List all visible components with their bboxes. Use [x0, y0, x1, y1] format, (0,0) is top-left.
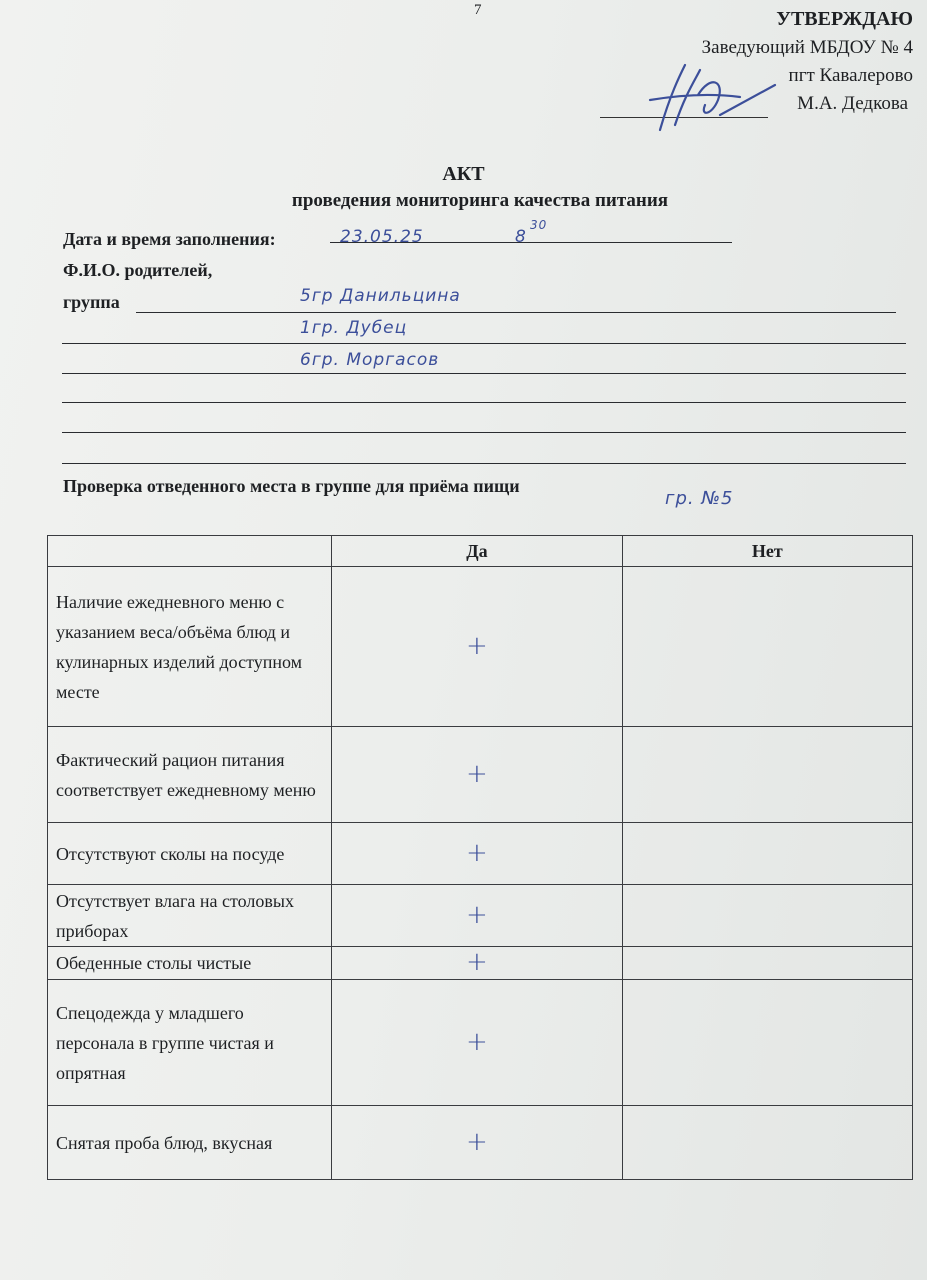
- header-criterion: [48, 536, 332, 567]
- yes-cell: [332, 727, 622, 823]
- parent-entry-2: 1гр. Дубец: [300, 318, 408, 338]
- checklist-table: [47, 535, 913, 1180]
- yes-mark: +: [466, 1126, 488, 1157]
- no-cell: [622, 885, 912, 947]
- signature-icon: [640, 55, 780, 145]
- entry-line-3: [62, 373, 906, 374]
- time-superscript: 30: [530, 218, 548, 232]
- entry-line-2: [62, 343, 906, 344]
- criterion-cell: Отсутствует влага на столовых приборах: [48, 885, 332, 947]
- table-row: [48, 1106, 913, 1180]
- document-subtitle: проведения мониторинга качества питания: [291, 190, 669, 211]
- approval-role: Заведующий МБДОУ № 4: [701, 37, 913, 58]
- criterion-cell: Отсутствуют сколы на посуде: [48, 823, 332, 885]
- approval-name: М.А. Дедкова: [797, 93, 908, 114]
- yes-mark: +: [466, 1026, 488, 1057]
- no-cell: [622, 980, 912, 1106]
- approval-title: УТВЕРЖДАЮ: [776, 8, 913, 30]
- no-cell: [622, 727, 912, 823]
- yes-mark: +: [466, 899, 488, 930]
- entry-line-1: [136, 312, 896, 313]
- yes-cell: [332, 947, 622, 980]
- criterion-cell: Спецодежда у младшего персонала в группе чистая и опрятная: [48, 980, 332, 1106]
- table-header-row: [48, 536, 913, 567]
- criterion-cell: Наличие ежедневного меню с указанием веса/объёма блюд и кулинарных изделий доступном месте: [48, 567, 332, 727]
- table-row: [48, 980, 913, 1106]
- yes-cell: [332, 980, 622, 1106]
- table-row: [48, 823, 913, 885]
- criterion-cell: Фактический рацион питания соответствует ежедневному меню: [48, 727, 332, 823]
- yes-mark: +: [466, 947, 488, 977]
- group-label: группа: [63, 292, 120, 312]
- time-value: 8: [515, 227, 527, 247]
- table-row: [48, 947, 913, 980]
- approval-place: пгт Кавалерово: [788, 65, 913, 86]
- datetime-value: 23.05.25: [340, 227, 424, 247]
- document-title: АКТ: [442, 163, 485, 185]
- header-no: Нет: [622, 536, 912, 567]
- section-note: гр. №5: [665, 488, 734, 509]
- parents-label: Ф.И.О. родителей,: [63, 260, 213, 280]
- no-cell: [622, 947, 912, 980]
- yes-cell: [332, 567, 622, 727]
- yes-cell: [332, 1106, 622, 1180]
- table-row: [48, 885, 913, 947]
- datetime-label: Дата и время заполнения:: [63, 229, 276, 249]
- entry-line-5: [62, 432, 906, 433]
- entry-line-6: [62, 463, 906, 464]
- parent-entry-1: 5гр Данильцина: [300, 286, 461, 306]
- header-yes: Да: [332, 536, 622, 567]
- yes-cell: [332, 823, 622, 885]
- entry-line-4: [62, 402, 906, 403]
- criterion-cell: Снятая проба блюд, вкусная: [48, 1106, 332, 1180]
- no-cell: [622, 567, 912, 727]
- criterion-cell: Обеденные столы чистые: [48, 947, 332, 980]
- yes-mark: +: [466, 630, 488, 661]
- section-title: Проверка отведенного места в группе для приёма пищи: [63, 476, 520, 496]
- page-number: 7: [474, 2, 482, 18]
- yes-mark: +: [466, 837, 488, 868]
- no-cell: [622, 1106, 912, 1180]
- yes-cell: [332, 885, 622, 947]
- yes-mark: +: [466, 758, 488, 789]
- no-cell: [622, 823, 912, 885]
- parent-entry-3: 6гр. Моргасов: [300, 350, 440, 370]
- table-row: [48, 567, 913, 727]
- table-row: [48, 727, 913, 823]
